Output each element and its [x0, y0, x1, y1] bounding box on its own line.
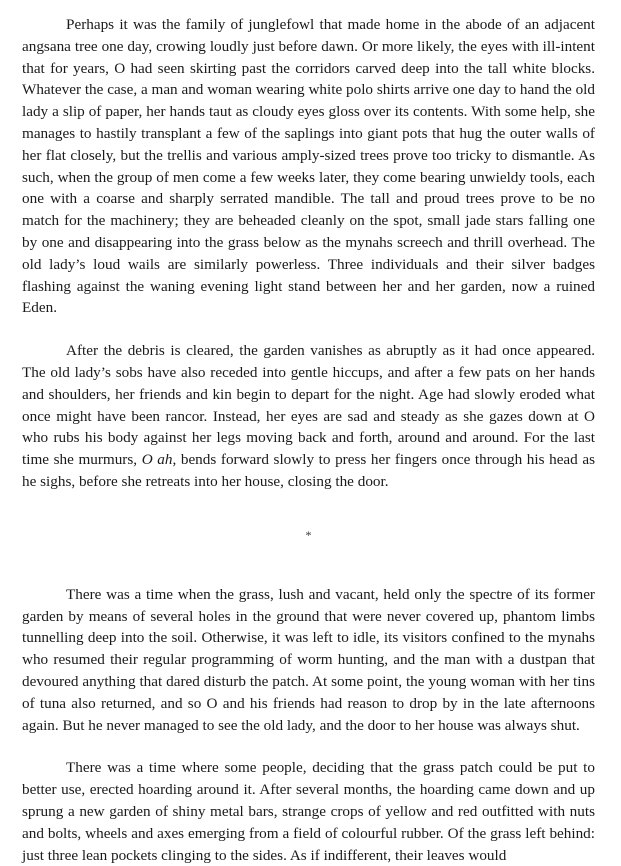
scene-break: [22, 493, 595, 584]
paragraph-grass-vacant: There was a time when the grass, lush and vacant, held only the spectre of its former garden by means of several holes in the ground that were never covered up, phantom limbs tunnelling deep into the soil. Otherwise, it was left to idle, its visitors confined to the mynahs who resumed their regular programming of worm hunting, and the man with a dustpan that devoured anything that dared disturb the patch. At some point, the young woman with her tins of tuna also returned, and so O and his friends had reason to drop by in the late afternoons again. But he never managed to see the old lady, and the door to her house was always shut.: [22, 585, 595, 734]
scene-break-asterisk: *: [305, 527, 312, 542]
paragraph-debris-cleared: [22, 340, 595, 493]
paragraph-text-after-italic: , bends forward slowly to press her fingers once through his head as he sighs, before she retreats into her house, closing the door.: [22, 451, 596, 490]
italic-murmur: O ah: [141, 451, 173, 469]
paragraph-text-before-italic: After the debris is cleared, the garden vanishes as abruptly as it had once appeared. The old lady’s sobs have also receded into gentle hiccups, and after a few pats on her hands and shoulders, her friends and kin begin to depart for the night. Age had slowly eroded what once might have been rancor. Instead, her eyes are sad and steady as she gazes down at O who rubs his body against her legs moving back and forth, around and around. For the last time she murmurs,: [22, 342, 595, 469]
paragraph-hoarding: There was a time where some people, deciding that the grass patch could be put to better use, erected hoarding around it. After several months, the hoarding came down and up sprung a new garden of shiny metal bars, strange crops of yellow and red outfitted with nuts and bolts, wheels and axes emerging from a field of colourful rubber. Of the grass left behind: just three lean pockets clinging to the sides. As if indifferent, their leaves would: [22, 759, 595, 864]
paragraph-junglefowl: Perhaps it was the family of junglefowl that made home in the abode of an adjacent angsana tree one day, crowing loudly just before dawn. Or more likely, the eyes with ill-intent that for years, O had seen skirting past the corridors carved deep into the tall white blocks. Whatever the case, a man and woman wearing white polo shirts arrive one day to hand the old lady a slip of paper, her hands taut as cloudy eyes gloss over its contents. With some help, she manages to hastily transplant a few of the saplings into giant pots that hug the outer walls of her flat closely, but the trellis and various amply-sized trees prove too tricky to dismantle. As such, when the group of men come a few weeks later, they come bearing unwieldy tools, each one with a coarse and sharply serrated mandible. The tall and proud trees prove to be no match for the machinery; they are beheaded cleanly on the spot, small jade stars falling one by one and disappearing into the grass below as the mynahs screech and thrill overhead. The old lady’s loud wails are similarly powerless. Three individuals and their silver badges flashing against the waning evening light stand between her and her garden, now a ruined Eden.: [22, 16, 595, 317]
